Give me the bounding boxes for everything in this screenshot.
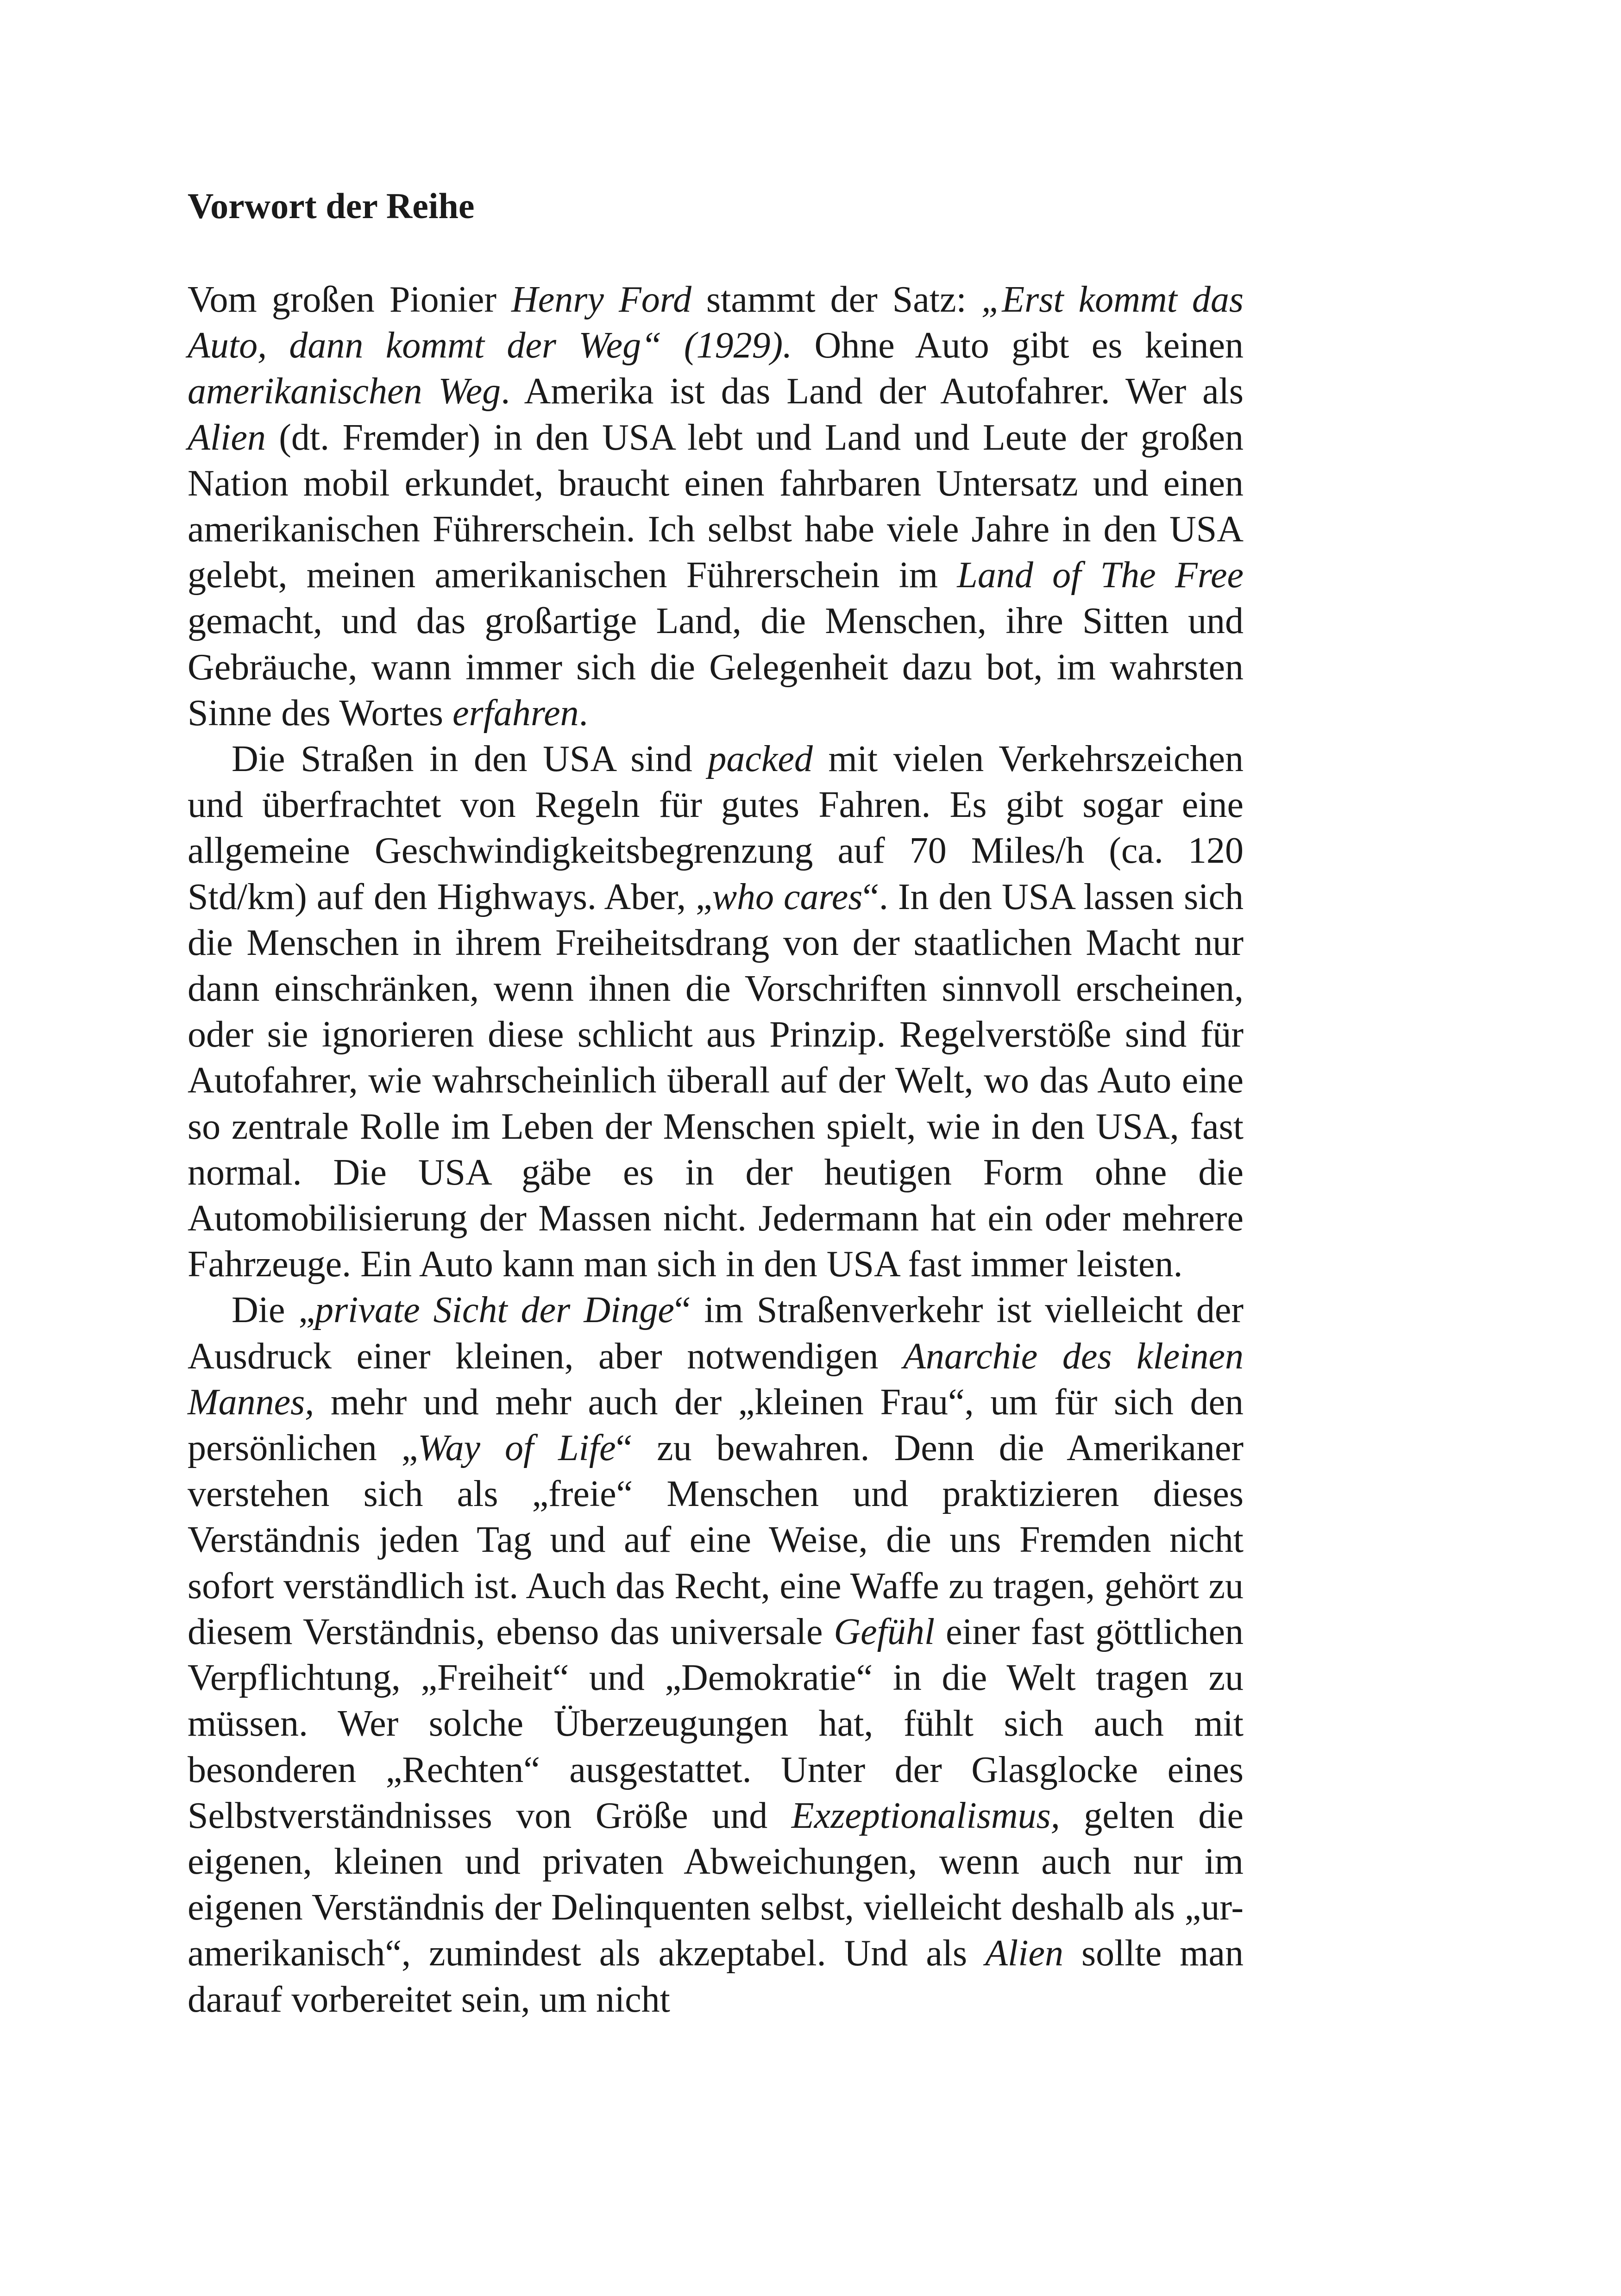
italic-text: Alien <box>985 1933 1063 1974</box>
italic-text: Alien <box>188 417 266 458</box>
paragraph <box>188 736 1244 1287</box>
text-run: “ zu bewahren. Denn die Amerikaner verstehen sich als „freie“ Menschen und praktizieren dieses Verständnis jeden Tag und auf eine Weise, die uns Fremden nicht sofort verständlich ist. Auch das Recht, eine Waffe zu tragen, gehört zu diesem Verständnis, ebenso das universale <box>188 1428 1244 1652</box>
text-run: stammt der Satz: <box>691 279 981 320</box>
text-run: gemacht, und das großartige Land, die Menschen, ihre Sitten und Gebräuche, wann immer sich die Gelegenheit dazu bot, im wahrsten Sinne des Wortes <box>188 601 1244 734</box>
italic-text: Gefühl <box>834 1611 935 1652</box>
italic-text: Exzeptionalismus, <box>791 1795 1060 1836</box>
text-run: mit vielen Verkehrszeichen und überfrachtet von Regeln für gutes Fahren. Es gibt sogar eine allgemeine Geschwindigkeitsbegrenzung auf 70 Miles/h (ca. 120 Std/km) auf den Highways. Aber, „ <box>188 739 1244 917</box>
text-block <box>188 183 1244 2023</box>
text-run: gelten die eigenen, kleinen und privaten Abweichungen, wenn auch nur im eigenen Verständnis der Delinquenten selbst, vielleicht deshalb als „ur-amerikanisch“, zumindest als akzeptabel. Und als <box>188 1795 1244 1974</box>
text-run: Vom großen Pionier <box>188 279 511 320</box>
text-run: Die „ <box>232 1290 315 1331</box>
text-run: sollte man darauf vorbereitet sein, um nicht <box>188 1933 1244 2020</box>
text-run: mehr und mehr auch der „kleinen Frau“, um für sich den persönlichen „ <box>188 1381 1244 1469</box>
text-run: “. In den USA lassen sich die Menschen in ihrem Freiheitsdrang von der staatlichen Macht nur dann einschränken, wenn ihnen die Vorschriften sinnvoll erscheinen, oder sie ignorieren diese schlicht aus Prinzip. Regelverstöße sind für Autofahrer, wie wahrscheinlich überall auf der Welt, wo das Auto eine so zentrale Rolle im Leben der Menschen spielt, wie in den USA, fast normal. Die USA gäbe es in der heutigen Form ohne die Automobilisierung der Massen nicht. Jedermann hat ein oder mehrere Fahrzeuge. Ein Auto kann man sich in den USA fast immer leisten. <box>188 876 1244 1285</box>
italic-text: Anarchie des kleinen Mannes, <box>188 1336 1244 1423</box>
italic-text: „Erst kommt das Auto, dann kommt der Weg“ (1929). <box>188 279 1244 366</box>
italic-text: who cares <box>712 876 863 917</box>
text-run: einer fast göttlichen Verpflichtung, „Freiheit“ und „Demokratie“ in die Welt tragen zu müssen. Wer solche Überzeugungen hat, fühlt sich auch mit besonderen „Rechten“ ausgestattet. Unter der Glasglocke eines Selbstverständnisses von Größe und <box>188 1611 1244 1836</box>
paragraph <box>188 1287 1244 2022</box>
italic-text: packed <box>708 739 813 780</box>
text-run: “ im Straßenverkehr ist vielleicht der Ausdruck einer kleinen, aber notwendigen <box>188 1290 1244 1377</box>
italic-text: Land of The Free <box>957 555 1244 596</box>
section-heading: Vorwort der Reihe <box>188 186 475 226</box>
italic-text: erfahren <box>452 692 579 734</box>
text-run: Die Straßen in den USA sind <box>232 739 708 780</box>
text-run: . <box>578 692 588 734</box>
text-run: (dt. Fremder) in den USA lebt und Land und Leute der großen Nation mobil erkundet, braucht einen fahrbaren Untersatz und einen amerikanischen Führerschein. Ich selbst habe viele Jahre in den USA gelebt, meinen amerikanischen Führerschein im <box>188 417 1244 596</box>
paragraph <box>188 277 1244 736</box>
body-text <box>188 277 1244 2023</box>
italic-text: Henry Ford <box>511 279 691 320</box>
italic-text: private Sicht der Dinge <box>315 1290 674 1331</box>
italic-text: Way of Life <box>418 1428 616 1469</box>
text-run: . Amerika ist das Land der Autofahrer. Wer als <box>501 371 1244 412</box>
text-run: Ohne Auto gibt es keinen <box>792 325 1244 366</box>
italic-text: amerikanischen Weg <box>188 371 501 412</box>
